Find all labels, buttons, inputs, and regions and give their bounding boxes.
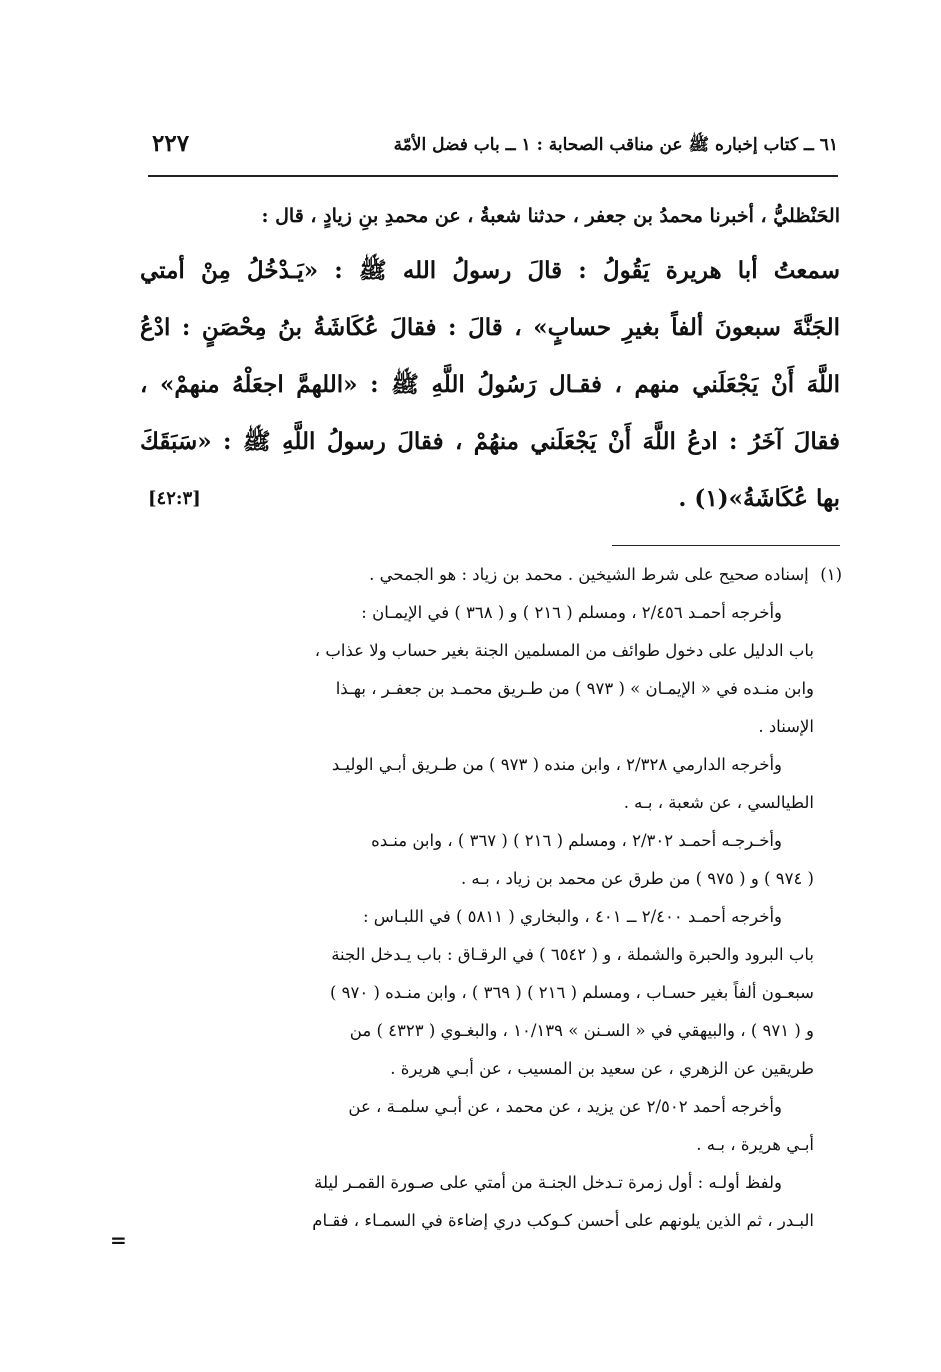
hadith-line: سمعتُ أبا هريرة يَقُولُ : قالَ رسولُ الله ﷺ : «يَـدْخُلُ مِنْ أمتي [140, 257, 840, 284]
footnote-line: باب الدليل على دخول طوائف من المسلمين الجنة بغير حساب ولا عذاب ، [314, 641, 814, 660]
hadith-line-last [140, 470, 840, 527]
footnote-line: وابن منـده في « الإيمـان » ( ٩٧٣ ) من طـريق محمـد بن جعفـر ، بهـذا [335, 679, 814, 698]
footnote-line: و ( ٩٧١ ) ، والبيهقي في « السـنن » ١٠/١٣٩ ، والبغـوي ( ٤٣٢٣ ) من [349, 1021, 814, 1040]
footnote-line: ولفظ أولـه : أول زمرة تـدخل الجنـة من أمتي على صـورة القمـر ليلة [314, 1173, 782, 1192]
isnad-line: الحَنْظليُّ ، أخبرنا محمدُ بن جعفر ، حدثنا شعبةُ ، عن محمدِ بنِ زيادٍ ، قال : [261, 205, 840, 227]
footnote-line [120, 556, 842, 594]
footnote-text: إسناده صحيح على شرط الشيخين . محمد بن زياد : هو الجمحي . [369, 565, 809, 584]
footnote-line: وأخرجه الدارمي ٢/٣٢٨ ، وابن منده ( ٩٧٣ ) من طـريق أبـي الوليـد [331, 755, 782, 774]
hadith-reference: [٤٢:٣] [148, 488, 201, 509]
main-text [140, 196, 840, 527]
header-divider [148, 175, 838, 177]
footnote-number: (١) [820, 565, 842, 584]
hadith-line: الجَنَّةَ سبعونَ ألفاً بغيرِ حسابٍ» ، قالَ : فقالَ عُكَاشَةُ بنُ مِحْصَنٍ : ادْعُ [140, 314, 840, 341]
footnotes [120, 556, 842, 1240]
footnote-line: سبعـون ألفاً بغير حسـاب ، ومسلم ( ٢١٦ ) ( ٣٦٩ ) ، وابن منـده ( ٩٧٠ ) [329, 983, 814, 1002]
footnote-line: وأخـرجـه أحمـد ٢/٣٠٢ ، ومسلم ( ٢١٦ ) ( ٣٦٧ ) ، وابن منـده [371, 831, 782, 850]
footnote-line: البـدر ، ثم الذين يلونهم على أحسن كـوكب دري إضاءة في السمـاء ، فقـام [312, 1211, 814, 1230]
hadith-line-text: بها عُكَاشَةُ»(١) . [678, 485, 840, 512]
footnote-line: طريقين عن الزهري ، عن سعيد بن المسيب ، عن أبـي هريرة . [390, 1059, 814, 1078]
footnote-line: الإسناد . [758, 717, 814, 736]
footnote-line: باب البرود والحبرة والشملة ، و ( ٦٥٤٢ ) في الرقـاق : باب يـدخل الجنة [331, 945, 814, 964]
footnote-divider [612, 545, 840, 546]
page-header [148, 128, 838, 172]
hadith-line: فقالَ آخَرُ : ادعُ اللَّهَ أَنْ يَجْعَلَني منهُمْ ، فقالَ رسولُ اللَّهِ ﷺ : «سَبَقَكَ [140, 428, 840, 455]
hadith-line: اللَّهَ أَنْ يَجْعَلَني منهم ، فقـال رَسُولُ اللَّهِ ﷺ : «اللهمَّ اجعَلْهُ منهمْ» ، [140, 371, 840, 398]
footnote-line: أبـي هريرة ، بـه . [696, 1135, 814, 1154]
footnote-line: وأخرجه أحمـد ٢/٤٠٠ ــ ٤٠١ ، والبخاري ( ٥٨١١ ) في اللبـاس : [363, 907, 782, 926]
footnote-line: وأخرجه أحمـد ٢/٤٥٦ ، ومسلم ( ٢١٦ ) و ( ٣٦٨ ) في الإيمـان : [361, 603, 782, 622]
footnote-line: الطيالسي ، عن شعبة ، بـه . [623, 793, 814, 812]
continuation-mark: = [110, 1228, 127, 1252]
footnote-line: ( ٩٧٤ ) و ( ٩٧٥ ) من طرق عن محمد بن زياد ، بـه . [460, 869, 814, 888]
footnote-line: وأخرجه أحمد ٢/٥٠٢ عن يزيد ، عن محمد ، عن أبـي سلمـة ، عن [348, 1097, 782, 1116]
running-title: ٦١ ــ كتاب إخباره ﷺ عن مناقب الصحابة : ١ ــ باب فضل الأمّة [393, 135, 838, 155]
page-number: ٢٢٧ [152, 130, 190, 157]
